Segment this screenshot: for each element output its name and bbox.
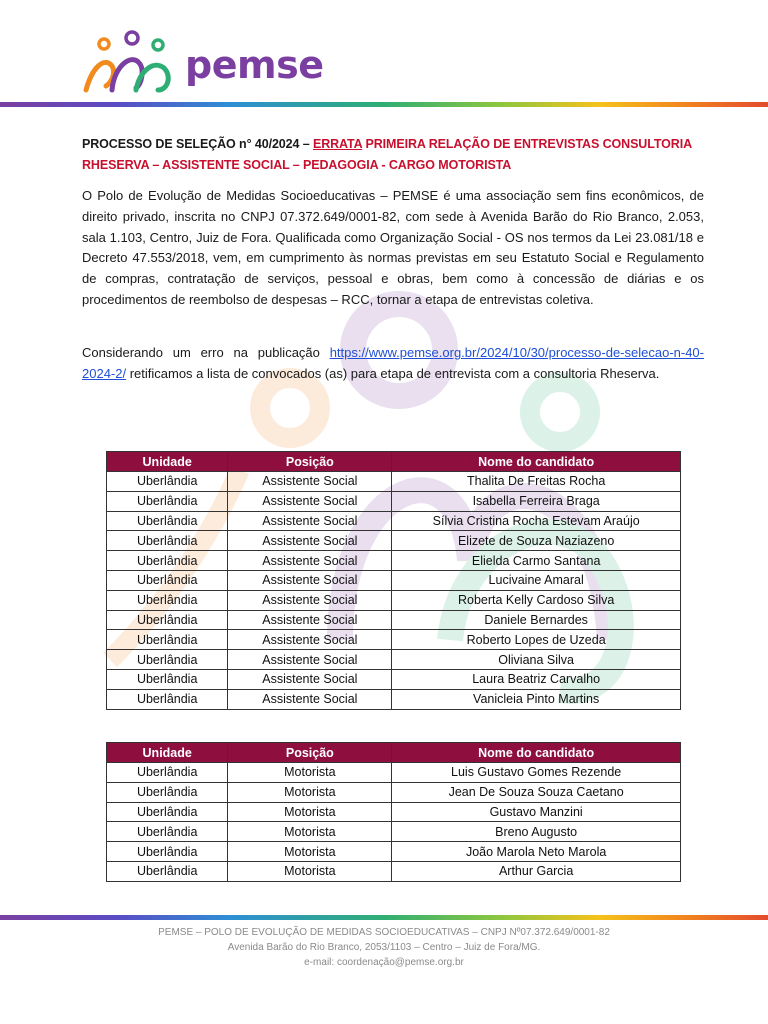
cell-candidate-name: Sílvia Cristina Rocha Estevam Araújo (392, 511, 681, 531)
cell-candidate-name: Vanicleia Pinto Martins (392, 689, 681, 709)
cell-candidate-name: Arthur Garcia (392, 861, 681, 881)
table-row (107, 861, 681, 881)
cell-unit: Uberlândia (107, 689, 228, 709)
cell-position: Motorista (228, 782, 392, 802)
publication-link[interactable]: https://www.pemse.org.br/2024/10/30/processo-de-selecao-n-40-2024-2/ (82, 345, 704, 381)
cell-unit: Uberlândia (107, 472, 228, 492)
column-header-position: Posição (228, 743, 392, 763)
social-assistant-candidates-table (106, 451, 681, 710)
cell-candidate-name: Roberto Lopes de Uzeda (392, 630, 681, 650)
cell-candidate-name: Luis Gustavo Gomes Rezende (392, 763, 681, 783)
table-row (107, 511, 681, 531)
cell-position: Assistente Social (228, 531, 392, 551)
cell-unit: Uberlândia (107, 669, 228, 689)
column-header-unit: Unidade (107, 452, 228, 472)
document-footer (0, 925, 768, 970)
footer-rainbow-divider (0, 915, 768, 920)
table-row (107, 531, 681, 551)
brand-wordmark: pemse (185, 43, 324, 87)
table-row (107, 782, 681, 802)
title-process: PROCESSO DE SELEÇÃO n° 40/2024 – (82, 137, 313, 151)
cell-position: Motorista (228, 802, 392, 822)
cell-position: Assistente Social (228, 551, 392, 571)
driver-candidates-table (106, 742, 681, 882)
correction-paragraph (82, 343, 704, 385)
cell-unit: Uberlândia (107, 511, 228, 531)
column-header-candidate-name: Nome do candidato (392, 452, 681, 472)
table-row (107, 491, 681, 511)
footer-email-line: e-mail: coordenação@pemse.org.br (304, 957, 464, 968)
table-row (107, 610, 681, 630)
column-header-candidate-name: Nome do candidato (392, 743, 681, 763)
cell-unit: Uberlândia (107, 630, 228, 650)
column-header-position: Posição (228, 452, 392, 472)
table-row (107, 630, 681, 650)
table-header-row (107, 452, 681, 472)
intro-paragraph: O Polo de Evolução de Medidas Socioeducativas – PEMSE é uma associação sem fins econômicos, de direito privado, inscrita no CNPJ 07.372.649/0001-82, com sede à Avenida Barão do Rio Branco, 2.053, sala 1.103, Centro, Juiz de Fora. Qualificada como Organização Social - OS nos termos da Lei 23.081/18 e Decreto 47.553/2018, vem, em cumprimento às normas previstas em seu Estatuto Social e Regulamento de compras, contratação de serviços, pessoal e obras, bem como à concessão de diárias e os procedimentos de reembolso de despesas – RCC, tornar a etapa de entrevistas coletiva. (82, 188, 704, 307)
table-body (107, 763, 681, 882)
cell-candidate-name: Daniele Bernardes (392, 610, 681, 630)
table-header-row (107, 743, 681, 763)
cell-position: Motorista (228, 861, 392, 881)
table-row (107, 689, 681, 709)
cell-candidate-name: Thalita De Freitas Rocha (392, 472, 681, 492)
cell-position: Assistente Social (228, 689, 392, 709)
cell-unit: Uberlândia (107, 531, 228, 551)
correction-text-before: Considerando um erro na publicação (82, 345, 330, 360)
table-row (107, 763, 681, 783)
footer-organization-line: PEMSE – POLO DE EVOLUÇÃO DE MEDIDAS SOCIOEDUCATIVAS – CNPJ Nº07.372.649/0001-82 (158, 927, 610, 938)
cell-position: Assistente Social (228, 511, 392, 531)
title-errata: ERRATA (312, 137, 363, 151)
cell-candidate-name: João Marola Neto Marola (392, 842, 681, 862)
cell-unit: Uberlândia (107, 763, 228, 783)
cell-unit: Uberlândia (107, 861, 228, 881)
table-row (107, 669, 681, 689)
table-row (107, 590, 681, 610)
table-row (107, 472, 681, 492)
cell-position: Motorista (228, 763, 392, 783)
cell-unit: Uberlândia (107, 822, 228, 842)
title-subject: PRIMEIRA RELAÇÃO DE ENTREVISTAS CONSULTORIA RHESERVA – ASSISTENTE SOCIAL – PEDAGOGIA - CARGO MOTORISTA (82, 137, 692, 172)
document-header (0, 0, 768, 110)
table-row (107, 650, 681, 670)
cell-candidate-name: Gustavo Manzini (392, 802, 681, 822)
document-title (82, 134, 704, 176)
footer-address-line: Avenida Barão do Rio Branco, 2053/1103 – Centro – Juiz de Fora/MG. (227, 942, 541, 953)
cell-unit: Uberlândia (107, 610, 228, 630)
cell-position: Assistente Social (228, 610, 392, 630)
cell-candidate-name: Elielda Carmo Santana (392, 551, 681, 571)
cell-candidate-name: Elizete de Souza Naziazeno (392, 531, 681, 551)
cell-unit: Uberlândia (107, 782, 228, 802)
cell-position: Assistente Social (228, 630, 392, 650)
cell-unit: Uberlândia (107, 570, 228, 590)
cell-candidate-name: Oliviana Silva (392, 650, 681, 670)
column-header-unit: Unidade (107, 743, 228, 763)
cell-unit: Uberlândia (107, 551, 228, 571)
cell-unit: Uberlândia (107, 491, 228, 511)
cell-unit: Uberlândia (107, 590, 228, 610)
cell-position: Assistente Social (228, 590, 392, 610)
cell-unit: Uberlândia (107, 650, 228, 670)
cell-candidate-name: Jean De Souza Souza Caetano (392, 782, 681, 802)
cell-position: Motorista (228, 822, 392, 842)
table-row (107, 822, 681, 842)
cell-unit: Uberlândia (107, 842, 228, 862)
cell-position: Assistente Social (228, 472, 392, 492)
cell-candidate-name: Roberta Kelly Cardoso Silva (392, 590, 681, 610)
cell-candidate-name: Isabella Ferreira Braga (392, 491, 681, 511)
cell-position: Assistente Social (228, 570, 392, 590)
cell-candidate-name: Laura Beatriz Carvalho (392, 669, 681, 689)
cell-position: Motorista (228, 842, 392, 862)
cell-position: Assistente Social (228, 650, 392, 670)
cell-candidate-name: Lucivaine Amaral (392, 570, 681, 590)
cell-position: Assistente Social (228, 491, 392, 511)
cell-candidate-name: Breno Augusto (392, 822, 681, 842)
table-body (107, 472, 681, 710)
table-row (107, 802, 681, 822)
cell-position: Assistente Social (228, 669, 392, 689)
correction-text-after: retificamos a lista de convocados (as) para etapa de entrevista com a consultoria Rheserva. (126, 365, 660, 381)
cell-unit: Uberlândia (107, 802, 228, 822)
table-row (107, 551, 681, 571)
header-rainbow-divider (0, 102, 768, 107)
table-row (107, 570, 681, 590)
table-row (107, 842, 681, 862)
